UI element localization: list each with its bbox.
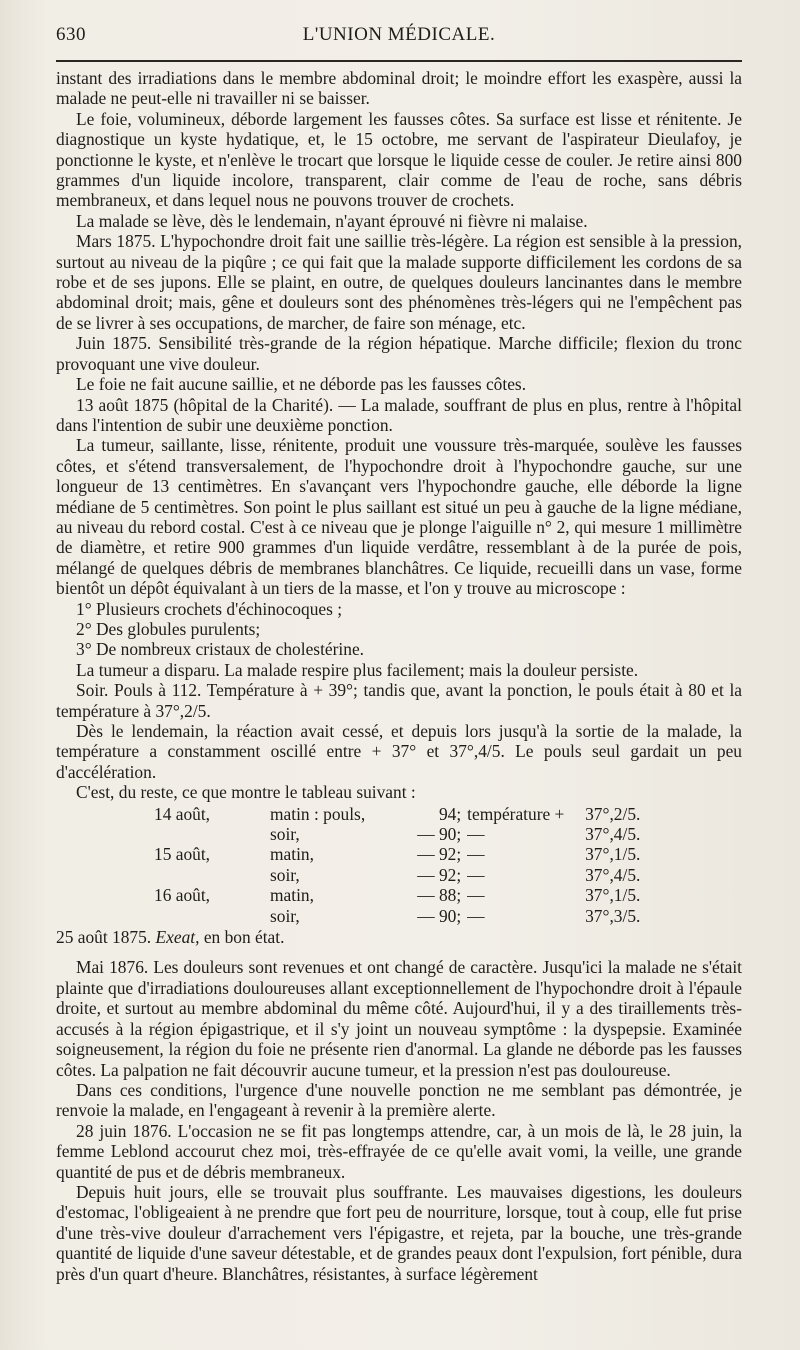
exeat-line <box>56 927 742 947</box>
list-item: 1° Plusieurs crochets d'échinocoques ; <box>76 598 343 619</box>
table-row <box>154 885 646 905</box>
row-temperature: 37°,3/5. <box>585 905 641 926</box>
paragraph: Le foie, volumineux, déborde largement les fausses côtes. Sa surface est lisse et rénitente. Je diagnostique un kyste hydatique, et, le 15 octobre, me servant de l'aspirateur Dieulafoy, je ponctionne le kyste, et n'enlève le trocart que lorsque le liquide cesse de couler. Je retire ainsi 800 grammes d'un liquide incolore, transparent, clair comme de l'eau de roche, sans débris membraneux, et dans lequel nous ne pouvons trouver de crochets. <box>56 108 742 211</box>
exeat-date: 25 août 1875. <box>56 927 152 948</box>
paragraph: Le foie ne fait aucune saillie, et ne déborde pas les fausses côtes. <box>76 374 527 395</box>
row-temperature: 37°,4/5. <box>585 824 641 845</box>
row-label: — <box>467 844 485 865</box>
paragraph: Juin 1875. Sensibilité très-grande de la région hépatique. Marche difficile; flexion du tronc provoquant une vive douleur. <box>56 333 742 374</box>
temperature-table <box>154 804 646 926</box>
row-pulse: — 90; <box>417 824 462 845</box>
table-row <box>154 824 646 844</box>
table-row <box>154 844 646 864</box>
row-temperature: 37°,2/5. <box>585 803 641 824</box>
row-temperature: 37°,1/5. <box>585 844 641 865</box>
page-number: 630 <box>56 24 86 45</box>
row-temperature: 37°,1/5. <box>585 885 641 906</box>
paragraph: Depuis huit jours, elle se trouvait plus souffrante. Les mauvaises digestions, les douleurs d'estomac, l'obligeaient à ne prendre que fort peu de nourriture, lorsque, tout à coup, elle fut prise d'une très-vive douleur d'arrachement vers l'épigastre, et rejeta, par la bouche, une très-grande quantité de liquide d'une saveur détestable, et de grandes peaux dont l'expulsion, fort pénible, dura près d'un quart d'heure. Blanchâtres, résistantes, à surface légèrement <box>56 1181 742 1284</box>
row-date: 16 août, <box>154 885 211 906</box>
row-pulse: — 88; <box>417 885 462 906</box>
paragraph: La tumeur a disparu. La malade respire plus facilement; mais la douleur persiste. <box>76 659 639 680</box>
row-label: — <box>467 905 485 926</box>
row-pulse: 94; <box>438 803 462 824</box>
row-time: soir, <box>270 864 300 885</box>
paragraph: Soir. Pouls à 112. Température à + 39°; tandis que, avant la ponction, le pouls était à 80 et la température à 37°,2/5. <box>56 680 742 721</box>
list-item: 2° Des globules purulents; <box>76 618 261 639</box>
exeat-word: Exeat, <box>155 927 200 948</box>
row-pulse: — 92; <box>417 844 462 865</box>
header-rule <box>56 60 742 62</box>
row-time: matin, <box>270 844 314 865</box>
running-header <box>56 22 742 56</box>
paragraph: Mai 1876. Les douleurs sont revenues et ont changé de caractère. Jusqu'ici la malade ne s'était plainte que d'irradiations douloureuses allant exceptionnellement de l'hypochondre droit à l'épaule droite, et surtout au membre abdominal du même côté. Aujourd'hui, il y a des tiraillements très-accusés à la région épigastrique, et il s'y joint un nouveau symptôme : la dyspepsie. Examinée soigneusement, la région du foie ne présente rien d'anormal. La glande ne déborde pas les fausses côtes. La palpation ne fait découvrir aucune tumeur, et la pression n'est pas douloureuse. <box>56 957 742 1080</box>
journal-title: L'UNION MÉDICALE. <box>302 24 496 45</box>
row-date: 15 août, <box>154 844 211 865</box>
row-time: soir, <box>270 824 300 845</box>
row-date <box>154 906 270 926</box>
paragraph: Dans ces conditions, l'urgence d'une nouvelle ponction ne me semblant pas démontrée, je renvoie la malade, en l'engageant à revenir à la première alerte. <box>56 1079 742 1121</box>
paragraph: Mars 1875. L'hypochondre droit fait une saillie très-légère. La région est sensible à la pression, surtout au niveau de la piqûre ; ce qui fait que la malade supporte difficilement les cordons de sa robe et de ses jupons. Elle se plaint, en outre, de quelques douleurs lancinantes dans le membre abdominal droit; mais, gêne et douleurs sont des phénomènes très-légers qui ne l'empêchent pas de se livrer à ses occupations, de marcher, de faire son ménage, etc. <box>56 231 742 333</box>
table-row <box>154 865 646 885</box>
row-time: soir, <box>270 905 300 926</box>
row-date <box>154 824 270 844</box>
row-label: — <box>467 885 485 906</box>
table-row <box>154 906 646 926</box>
paragraph: instant des irradiations dans le membre abdominal droit; le moindre effort les exaspère, aussi la malade ne peut-elle ni travailler ni se baisser. <box>56 68 742 109</box>
row-pulse: — 90; <box>417 905 462 926</box>
row-date <box>154 865 270 885</box>
table-row <box>154 804 646 824</box>
paragraph: Dès le lendemain, la réaction avait cessé, et depuis lors jusqu'à la sortie de la malade, la température a constamment oscillé entre + 37° et 37°,4/5. Le pouls seul gardait un peu d'accélération. <box>56 721 742 782</box>
list-item: 3° De nombreux cristaux de cholestérine. <box>76 639 365 660</box>
row-label: — <box>467 824 485 845</box>
paragraph: La tumeur, saillante, lisse, rénitente, produit une voussure très-marquée, soulève les fausses côtes, et s'étend transversalement, de l'hypochondre droit à l'hypochondre gauche, sur une longueur de 13 centimètres. En s'avançant vers l'hypochondre gauche, elle déborde la ligne médiane de 5 centimètres. Son point le plus saillant est situé un peu à gauche de la ligne médiane, au niveau du rebord costal. C'est à ce niveau que je plonge l'aiguille n° 2, qui mesure 1 millimètre de diamètre, et retire 900 grammes d'un liquide verdâtre, ressemblant à de la purée de pois, mélangé de quelques débris de membranes blanchâtres. Ce liquide, recueilli dans un vase, forme bientôt un dépôt équivalant à un tiers de la masse, et l'on y trouve au microscope : <box>56 435 742 599</box>
paragraph: 13 août 1875 (hôpital de la Charité). — La malade, souffrant de plus en plus, rentre à l'hôpital dans l'intention de subir une deuxième ponction. <box>56 394 742 435</box>
article-body <box>56 68 742 1284</box>
row-time: matin, <box>270 885 314 906</box>
paragraph: La malade se lève, dès le lendemain, n'ayant éprouvé ni fièvre ni malaise. <box>76 210 588 231</box>
row-label: température + <box>467 803 565 824</box>
row-date: 14 août, <box>154 803 211 824</box>
section-gap <box>56 947 742 957</box>
row-pulse: — 92; <box>417 864 462 885</box>
paragraph: C'est, du reste, ce que montre le tableau suivant : <box>76 782 416 803</box>
paragraph: 28 juin 1876. L'occasion ne se fit pas longtemps attendre, car, à un mois de là, le 28 juin, la femme Leblond accourut chez moi, très-effrayée de ce qu'elle avait vomi, la veille, une grande quantité de pus et de débris membraneux. <box>56 1120 742 1182</box>
exeat-rest: en bon état. <box>203 927 285 948</box>
row-label: — <box>467 864 485 885</box>
row-time: matin : pouls, <box>270 803 366 824</box>
row-temperature: 37°,4/5. <box>585 864 641 885</box>
